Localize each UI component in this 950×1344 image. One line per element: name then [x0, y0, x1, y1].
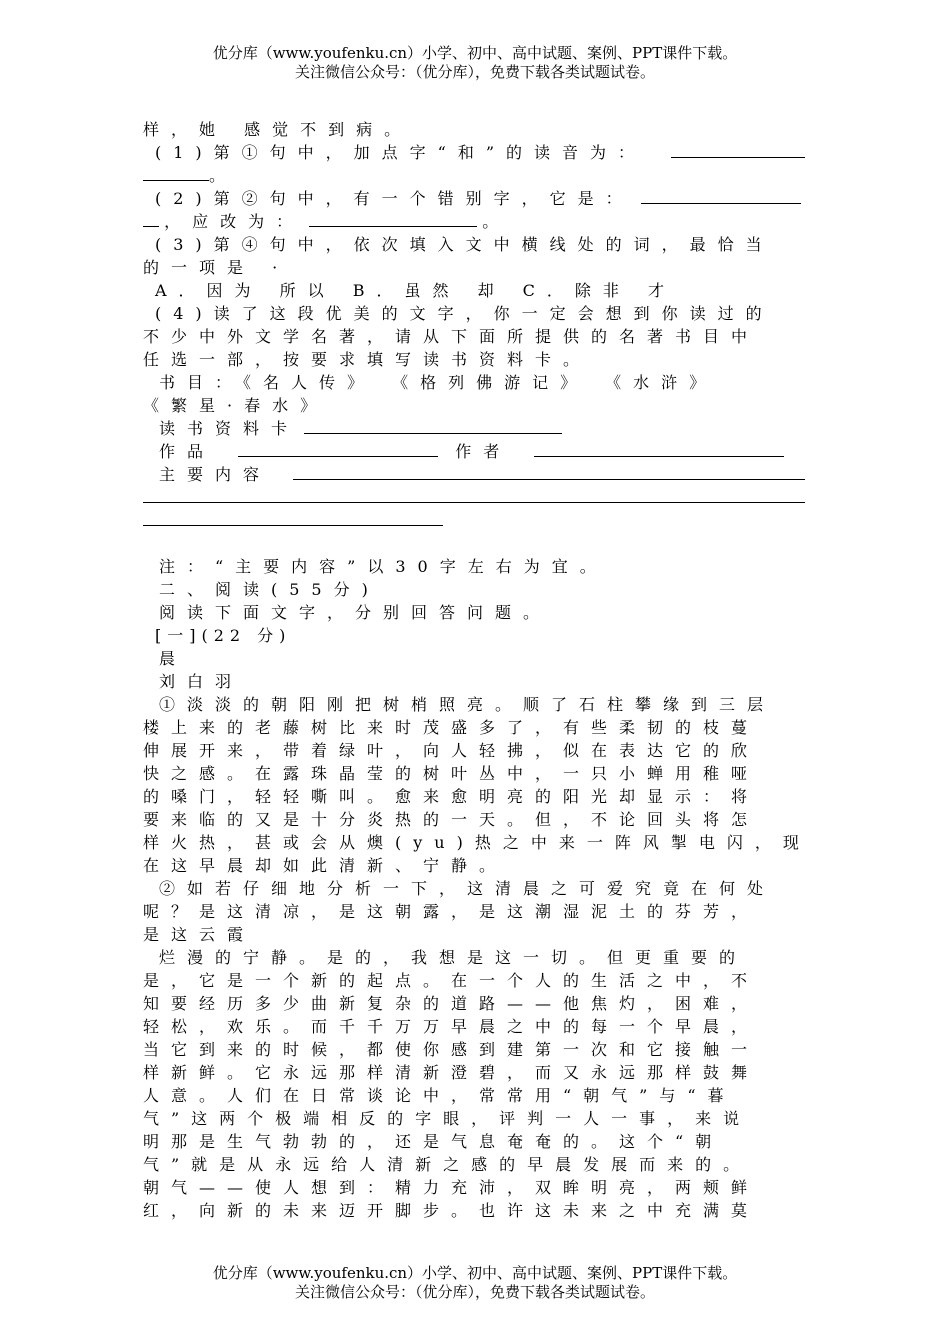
reading-card — [143, 417, 805, 440]
content-blank[interactable] — [293, 463, 805, 480]
answer-blank[interactable] — [143, 210, 159, 227]
article-line: 朝气——使人想到：精力充沛，双眸明亮，两颊鲜 — [143, 1178, 760, 1197]
document-body — [143, 118, 811, 1222]
article-line: 要来临的又是十分炎热的一天。但，不论回头将怎 — [143, 810, 760, 829]
question-3-cont: 的一项是 · — [143, 258, 290, 277]
question-2-text: (2)第②句中，有一个错别字，它是： — [155, 189, 634, 208]
article-line: 知要经历多少曲新复杂的道路——他焦灼，困难， — [143, 994, 760, 1013]
article-line: 是，它是一个新的起点。在一个人的生活之中，不 — [143, 971, 760, 990]
footer-line-1: 优分库（www.youfenku.cn）小学、初中、高中试题、案例、PPT课件下载。 — [212, 1264, 738, 1282]
article-line: 样新鲜。它永远那样清新澄碧，而又永远那样鼓舞 — [143, 1063, 760, 1082]
question-2-text-b: ，应改为： — [164, 212, 305, 231]
question-1-cont — [143, 164, 805, 187]
header-line-1: 优分库（www.youfenku.cn）小学、初中、高中试题、案例、PPT课件下载。 — [212, 44, 738, 62]
article-line: ②如若仔细地分析一下，这清晨之可爱究竟在何处 — [159, 879, 776, 898]
footer-line-2: 关注微信公众号：（优分库），免费下载各类试题试卷。 — [294, 1283, 655, 1301]
work-label: 作品 — [159, 442, 216, 461]
article-line: 气”就是从永远给人清新之感的早晨发展而来的。 — [143, 1155, 752, 1174]
content-label: 主要内容 — [159, 465, 272, 484]
question-3: (3)第④句中，依次填入文中横线处的词，最恰当 — [155, 235, 774, 254]
card-work-row — [143, 440, 805, 463]
punct: 。 — [209, 166, 226, 185]
article-line: 气”这两个极端相反的字眼，评判一人一事，来说 — [143, 1109, 752, 1128]
article-line: ①淡淡的朝阳刚把树梢照亮。顺了石柱攀缘到三层 — [159, 695, 776, 714]
question-2 — [143, 187, 805, 210]
question-4: (4)读了这段优美的文字，你一定会想到你读过的 — [155, 304, 774, 323]
header-line-2: 关注微信公众号：（优分库），免费下载各类试题试卷。 — [294, 63, 655, 81]
content-blank-line — [143, 509, 805, 532]
text-line: 样，她 感觉不到病。 — [143, 120, 413, 139]
article-line: 是这云霞 — [143, 925, 256, 944]
article-title: 晨 — [159, 649, 176, 668]
author-label: 作者 — [455, 442, 512, 461]
work-blank[interactable] — [238, 440, 438, 457]
article-line: 烂漫的宁静。是的，我想是这一切。但更重要的 — [159, 948, 748, 967]
question-1-text: (1)第①句中，加点字“和”的读音为： — [155, 143, 647, 162]
article-line: 快之感。在露珠晶莹的树叶丛中，一只小蝉用稚哑 — [143, 764, 760, 783]
article-line: 轻松，欢乐。而千千万万早晨之中的每一个早晨， — [143, 1017, 760, 1036]
card-label: 读书资料卡 — [159, 419, 300, 438]
article-line: 在这早晨却如此清新、宁静。 — [143, 856, 508, 875]
article-author: 刘白羽 — [159, 672, 244, 691]
book-list: 书目：《名人传》 《格列佛游记》 《水浒》 — [159, 373, 718, 392]
book-list-cont: 《繁星·春水》 — [143, 396, 329, 415]
author-blank[interactable] — [534, 440, 784, 457]
content-blank-line[interactable] — [143, 486, 805, 509]
article-line: 楼上来的老藤树比来时茂盛多了，有些柔韧的枝蔓 — [143, 718, 760, 737]
question-3-options: A．因为 所以 B．虽然 却 C．除非 才 — [155, 281, 676, 300]
answer-blank[interactable] — [671, 141, 805, 158]
article-line: 伸展开来，带着绿叶，向人轻拂，似在表达它的欣 — [143, 741, 760, 760]
article-line: 红，向新的未来迈开脚步。也许这未来之中充满莫 — [143, 1201, 760, 1220]
article-line: 样火热，甚或会从燠(yu)热之中来一阵风掣电闪，现 — [143, 833, 811, 852]
part-heading: [一](22 分) — [155, 626, 292, 645]
section-heading: 二、阅读(55分) — [159, 580, 380, 599]
question-1 — [143, 141, 805, 164]
card-blank[interactable] — [304, 417, 562, 434]
article-line: 当它到来的时候，都使你感到建第一次和它接触一 — [143, 1040, 760, 1059]
article-line: 明那是生气勃勃的，还是气息奄奄的。这个“朝 — [143, 1132, 724, 1151]
page-header — [0, 44, 950, 82]
question-4-cont: 任选一部，按要求填写读书资料卡。 — [143, 350, 592, 369]
article-line: 的嗓门，轻轻嘶叫。愈来愈明亮的阳光却显示：将 — [143, 787, 760, 806]
question-2-cont — [143, 210, 805, 233]
article-line: 人意。人们在日常谈论中，常常用“朝气”与“暮 — [143, 1086, 736, 1105]
question-4-cont: 不少中外文学名著，请从下面所提供的名著书目中 — [143, 327, 760, 346]
page-footer — [0, 1264, 950, 1302]
answer-blank[interactable] — [309, 210, 477, 227]
answer-blank[interactable] — [641, 187, 801, 204]
punct: 。 — [482, 212, 499, 231]
note: 注：“主要内容”以30字左右为宜。 — [159, 557, 608, 576]
article-line: 呢？是这清凉，是这朝露，是这潮湿泥土的芬芳， — [143, 902, 760, 921]
content-blank[interactable] — [143, 509, 443, 526]
instruction: 阅读下面文字，分别回答问题。 — [159, 603, 552, 622]
answer-blank[interactable] — [143, 164, 209, 181]
card-content-row — [143, 463, 805, 486]
article-text — [143, 693, 811, 1222]
